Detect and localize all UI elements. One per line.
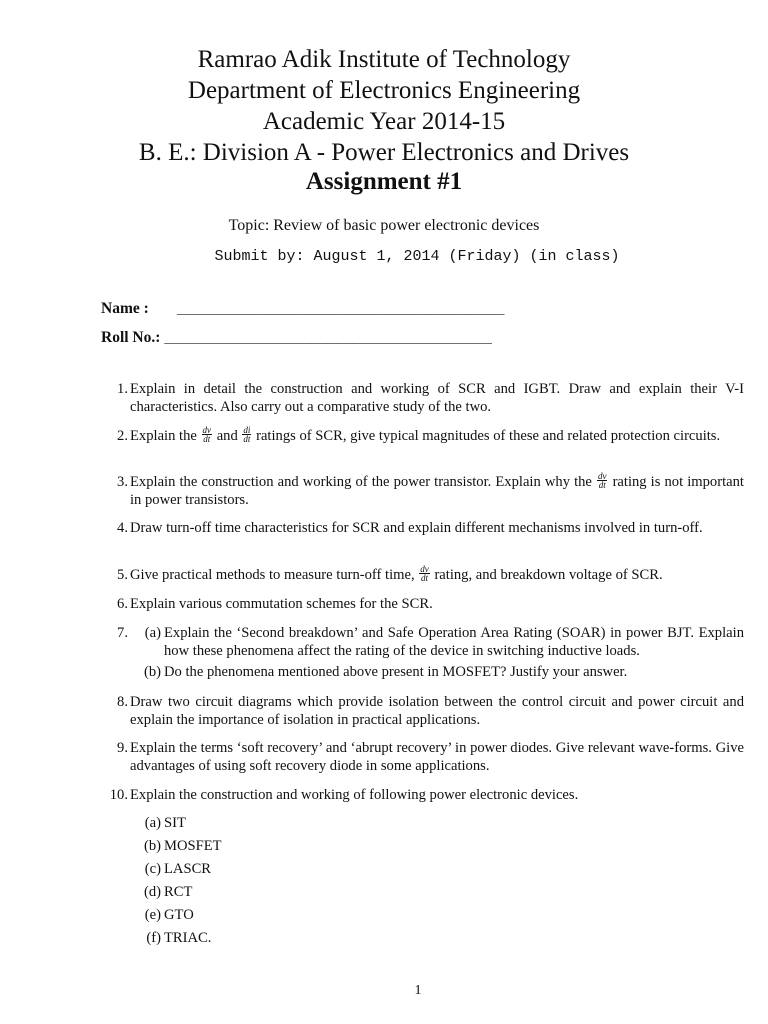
device-item	[143, 837, 222, 855]
roll-no-label: Roll No.:	[101, 329, 161, 346]
question-text: Explain the construction and working of the power transistor. Explain why the $\frac{dv}{dt}$ rating is not important in power transistors.	[130, 471, 744, 509]
item-text: SIT	[164, 815, 186, 831]
question-9	[117, 739, 744, 775]
item-text: TRIAC.	[164, 930, 212, 946]
academic-year: Academic Year 2014-15	[262, 108, 506, 135]
device-item	[144, 814, 186, 832]
name-blank: __________________________________________	[176, 302, 505, 317]
question-text: Draw two circuit diagrams which provide isolation between the control circuit and power circuit and explain the importance of isolation in practical applications.	[130, 694, 744, 728]
item-text: MOSFET	[164, 838, 222, 854]
roll-no-field	[101, 329, 492, 347]
dv-dt-fraction: $\frac{dv}{dt}$	[597, 471, 607, 491]
subpart-label: (b)	[143, 664, 161, 680]
item-text: LASCR	[164, 861, 212, 877]
submit-by-line: Submit by: August 1, 2014 (Friday) (in class)	[214, 248, 620, 265]
question-text: Explain the terms ‘soft recovery’ and ‘abrupt recovery’ in power diodes. Give relevant wave-forms. Give advantages of using soft recovery diode in some applications.	[130, 740, 744, 774]
question-3	[117, 471, 744, 509]
di-dt-fraction: $\frac{di}{dt}$	[243, 425, 251, 445]
question-4	[117, 519, 744, 537]
question-2	[117, 425, 744, 445]
question-text: Explain in detail the construction and working of SCR and IGBT. Draw and explain their V-I characteristics. Also carry out a comparative study of the two.	[130, 381, 744, 415]
device-item	[143, 883, 193, 901]
subpart-label: (a)	[144, 625, 161, 641]
assignment-title: Assignment #1	[305, 168, 463, 195]
topic-line: Topic: Review of basic power electronic devices	[228, 217, 540, 234]
page-number: 1	[414, 983, 422, 998]
question-8	[117, 693, 744, 729]
question-number: 6.	[117, 596, 128, 612]
roll-no-blank: __________________________________________	[164, 331, 492, 346]
question-text: Explain the $\frac{dv}{dt}$ and $\frac{di}{dt}$ ratings of SCR, give typical magnitudes of these and related protection circuits.	[130, 425, 721, 445]
question-number: 9.	[117, 740, 128, 756]
dv-dt-fraction: $\frac{dv}{dt}$	[420, 564, 429, 584]
question-number: 3.	[117, 474, 128, 490]
subpart-text: Explain the ‘Second breakdown’ and Safe Operation Area Rating (SOAR) in power BJT. Explain how these phenomena affect the rating of the device in switching inductive loads.	[164, 625, 744, 659]
question-10	[109, 786, 744, 804]
question-number: 4.	[117, 520, 128, 536]
device-item	[144, 860, 212, 878]
question-text: Explain the construction and working of following power electronic devices.	[130, 787, 579, 803]
question-text: Explain various commutation schemes for the SCR.	[130, 596, 433, 612]
question-number: 7.	[117, 625, 128, 641]
item-text: RCT	[164, 884, 193, 900]
name-label: Name :	[101, 300, 149, 317]
item-label: (e)	[144, 907, 161, 923]
item-label: (c)	[144, 861, 161, 877]
subpart-text: Do the phenomena mentioned above present in MOSFET? Justify your answer.	[164, 664, 628, 680]
item-label: (d)	[143, 884, 161, 900]
course-title: B. E.: Division A - Power Electronics and Drives	[138, 139, 630, 166]
question-6	[117, 595, 744, 613]
item-label: (a)	[144, 815, 161, 831]
question-number: 8.	[117, 694, 128, 710]
institute-name: Ramrao Adik Institute of Technology	[197, 46, 571, 73]
name-field	[101, 300, 505, 318]
question-number: 5.	[117, 567, 128, 583]
item-label: (f)	[146, 930, 161, 946]
question-7a	[144, 624, 744, 660]
question-number: 2.	[117, 428, 128, 444]
question-5	[117, 564, 744, 584]
question-number: 10.	[109, 787, 128, 803]
question-7b	[143, 663, 744, 681]
device-item	[144, 906, 194, 924]
department-name: Department of Electronics Engineering	[187, 77, 581, 104]
question-text: Draw turn-off time characteristics for SCR and explain different mechanisms involved in turn-off.	[130, 520, 703, 536]
item-label: (b)	[143, 838, 161, 854]
dv-dt-fraction: $\frac{dv}{dt}$	[202, 425, 212, 445]
device-item	[146, 929, 212, 947]
question-text: Give practical methods to measure turn-off time, $\frac{dv}{dt}$ rating, and breakdown voltage of SCR.	[130, 564, 663, 584]
question-1	[117, 380, 744, 416]
item-text: GTO	[164, 907, 194, 923]
question-number: 1.	[117, 381, 128, 397]
